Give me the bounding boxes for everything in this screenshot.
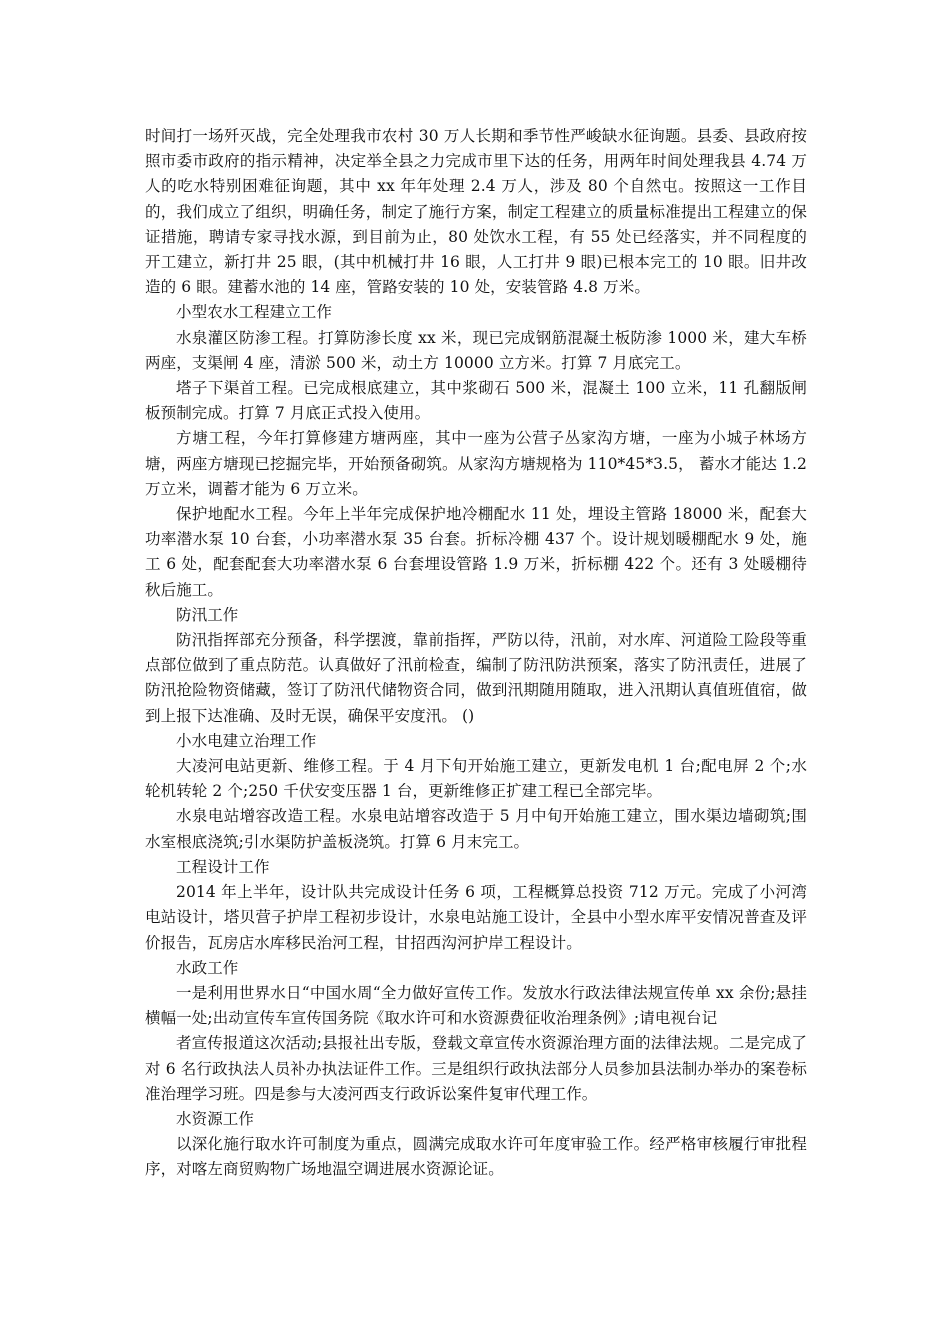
section-heading-engineering-design: 工程设计工作 <box>176 857 270 876</box>
paragraph-rural-drinking-water: 时间打一场歼灭战，完全处理我市农村 30 万人长期和季节性严峻缺水征询题。县委、县政府按照市委市政府的指示精神，决定举全县之力完成市里下达的任务，用两年时间处理我县 4.74 万人的吃水特别困难征询题，其中 xx 年年处理 2.4 万人，涉及 80 个自然屯。按照这一工作目的，我们成立了组织，明确任务，制定了施行方案，制定工程建立的质量标准提出工程建立的保证措施，聘请专家寻找水源，到目前为止，80 处饮水工程，有 55 处已经落实，并不同程度的开工建立，新打井 25 眼，(其中机械打井 16 眼，人工打井 9 眼)已根本完工的 10 眼。旧井改造的 6 眼。建蓄水池的 14 座，管路安装的 10 处，安装管路 4.8 万米。 <box>145 127 807 297</box>
paragraph-greenhouse-water: 保护地配水工程。今年上半年完成保护地冷棚配水 11 处，埋设主管路 18000 米，配套大功率潜水泵 10 台套，小功率潜水泵 35 台套。折标冷棚 437 个。设计规划暖棚配水 9 处，施工 6 处，配套配套大功率潜水泵 6 台套埋设管路 1.9 万米，折标棚 422 个。还有 3 处暖棚待秋后施工。 <box>145 505 807 599</box>
paragraph-tazixia-headworks: 塔子下渠首工程。已完成根底建立，其中浆砌石 500 米，混凝土 100 立米，11 孔翻版闸板预制完成。打算 7 月底正式投入使用。 <box>145 379 807 423</box>
paragraph-pond-project: 方塘工程，今年打算修建方塘两座，其中一座为公营子丛家沟方塘，一座为小城子林场方塘，两座方塘现已挖掘完毕，开始预备砌筑。从家沟方塘规格为 110*45*3.5， 蓄水才能达 1.2 万立米，调蓄才能为 6 万立米。 <box>145 429 807 498</box>
document-body <box>145 124 807 1183</box>
section-heading-flood-control: 防汛工作 <box>176 605 239 624</box>
paragraph-law-enforcement: 者宣传报道这次活动;县报社出专版，登载文章宣传水资源治理方面的法律法规。二是完成了对 6 名行政执法人员补办执法证件工作。三是组织行政执法部分人员参加县法制办举办的案卷标准治理学习班。四是参与大凌河西支行政诉讼案件复审代理工作。 <box>145 1034 807 1103</box>
paragraph-water-day-publicity: 一是利用世界水日“中国水周“全力做好宣传工作。发放水行政法律法规宣传单 xx 余份;悬挂横幅一处;出动宣传车宣传国务院《取水许可和水资源费征收治理条例》;请电视台记 <box>145 983 807 1028</box>
paragraph-flood-control: 防汛指挥部充分预备，科学摆渡，靠前指挥，严防以待，汛前，对水库、河道险工险段等重点部位做到了重点防范。认真做好了汛前检查，编制了防汛防洪预案，落实了防汛责任，进展了防汛抢险物资储藏，签订了防汛代储物资合同，做到汛期随用随取，进入汛期认真值班值宿，做到上报下达准确、及时无误，确保平安度汛。 () <box>145 631 807 725</box>
section-heading-small-hydropower: 小水电建立治理工作 <box>176 731 317 750</box>
paragraph-design-tasks: 2014 年上半年，设计队共完成设计任务 6 项，工程概算总投资 712 万元。完成了小河湾电站设计，塔贝营子护岸工程初步设计，水泉电站施工设计，全县中小型水库平安情况普查及评价报告，瓦房店水库移民治河工程，甘招西沟河护岸工程设计。 <box>145 883 807 952</box>
paragraph-shuiquan-station: 水泉电站增容改造工程。水泉电站增容改造于 5 月中旬开始施工建立，围水渠边墙砌筑;围水室根底浇筑;引水渠防护盖板浇筑。打算 6 月末完工。 <box>145 807 807 851</box>
paragraph-water-permit: 以深化施行取水许可制度为重点，圆满完成取水许可年度审验工作。经严格审核履行审批程序，对喀左商贸购物广场地温空调进展水资源论证。 <box>145 1135 807 1179</box>
section-heading-water-resources: 水资源工作 <box>176 1109 255 1128</box>
section-heading-small-irrigation: 小型农水工程建立工作 <box>176 303 333 322</box>
paragraph-daling-station: 大凌河电站更新、维修工程。于 4 月下旬开始施工建立，更新发电机 1 台;配电屏 2 个;水轮机转轮 2 个;250 千伏安变压器 1 台，更新维修正扩建工程已全部完毕。 <box>145 757 807 801</box>
section-heading-water-administration: 水政工作 <box>176 958 239 977</box>
paragraph-shuiquan-irrigation: 水泉灌区防渗工程。打算防渗长度 xx 米，现已完成钢筋混凝土板防渗 1000 米，建大车桥两座，支渠闸 4 座，清淤 500 米，动土方 10000 立方米。打算 7 月底完工。 <box>145 328 807 372</box>
